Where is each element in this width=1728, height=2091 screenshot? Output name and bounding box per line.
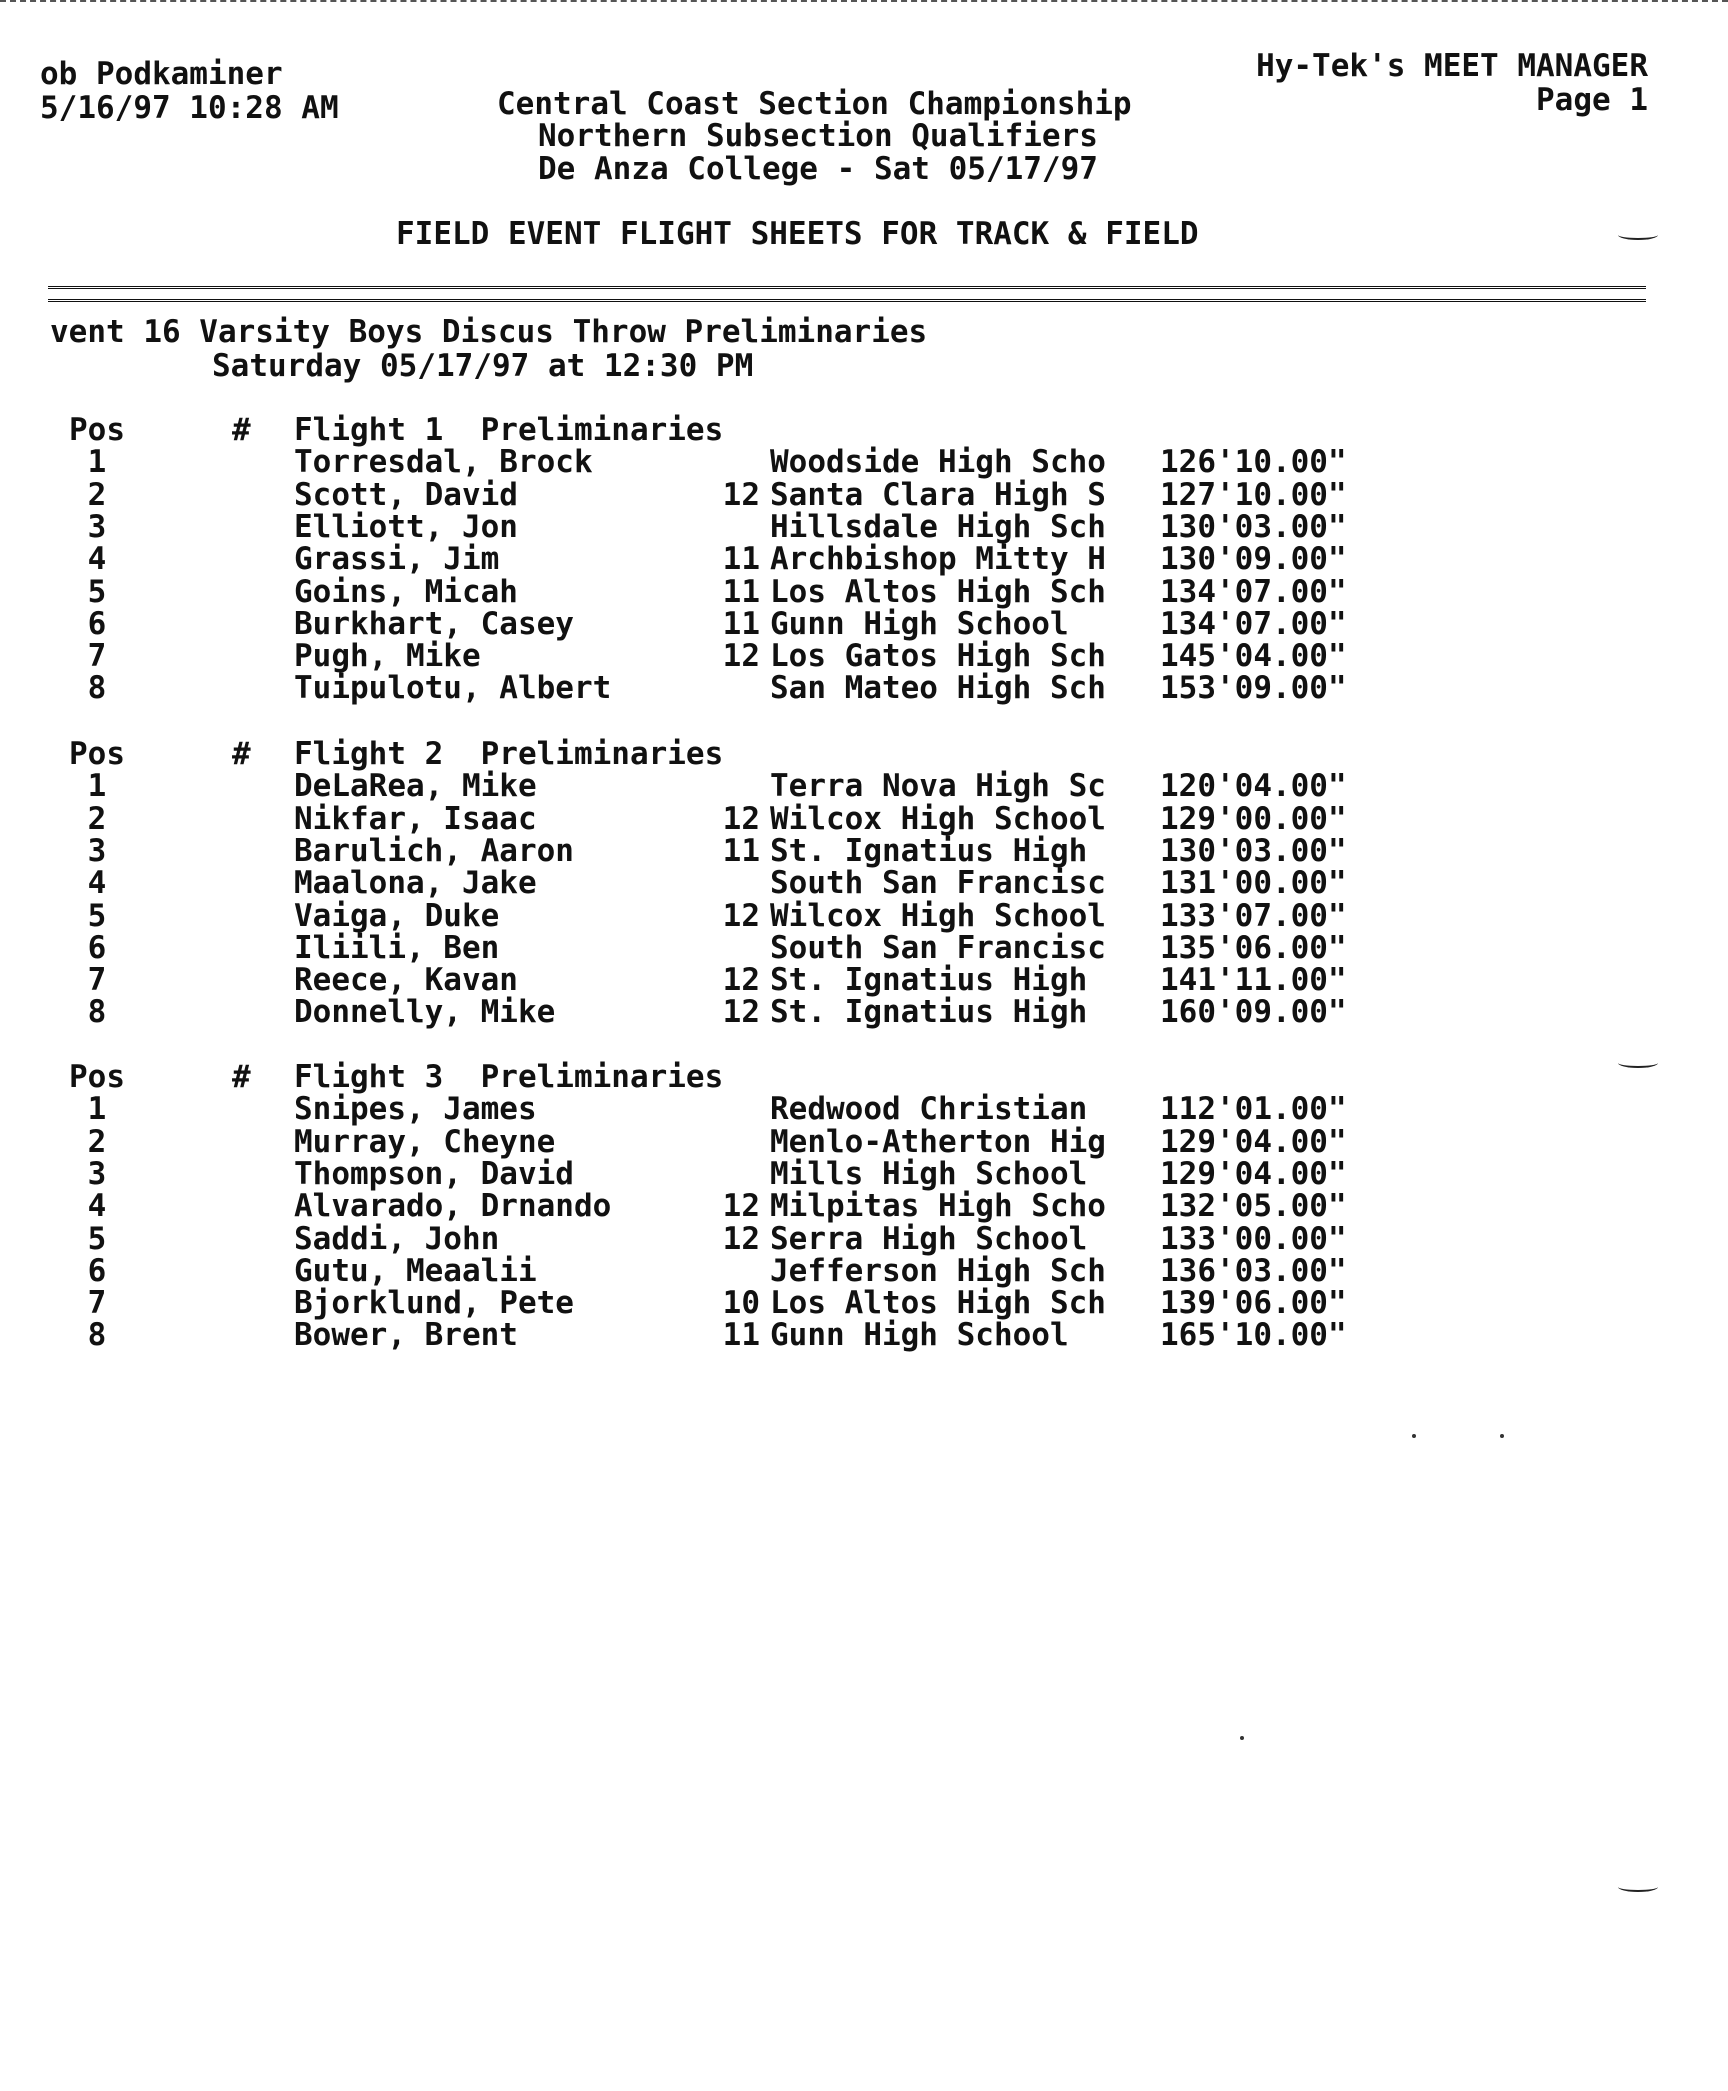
- entry-position: 1: [87, 1091, 107, 1128]
- entry-position: 2: [87, 800, 107, 837]
- athlete-school: Woodside High Scho: [770, 444, 1106, 481]
- seed-mark: 126'10.00": [1160, 444, 1347, 481]
- seed-mark: 129'04.00": [1160, 1155, 1347, 1192]
- entry-position: 3: [87, 1155, 107, 1192]
- athlete-name: Bower, Brent: [294, 1317, 518, 1354]
- scan-speck: [1412, 1434, 1416, 1438]
- athlete-year: 10: [722, 1285, 760, 1322]
- athlete-school: Milpitas High Scho: [770, 1188, 1106, 1225]
- athlete-school: St. Ignatius High: [770, 832, 1088, 869]
- athlete-school: Menlo-Atherton Hig: [770, 1123, 1106, 1160]
- athlete-school: Gunn High School: [770, 605, 1069, 642]
- entry-position: 7: [87, 1285, 107, 1322]
- seed-mark: 130'03.00": [1160, 832, 1347, 869]
- report-printed-time: 5/16/97 10:28 AM: [40, 90, 339, 126]
- athlete-year: 11: [722, 605, 760, 642]
- athlete-name: Bjorklund, Pete: [294, 1285, 574, 1322]
- athlete-school: St. Ignatius High: [770, 962, 1088, 999]
- athlete-year: 12: [722, 962, 760, 999]
- athlete-name: Reece, Kavan: [294, 962, 518, 999]
- flight-label: Flight 3 Preliminaries: [294, 1059, 724, 1095]
- athlete-school: Jefferson High Sch: [770, 1252, 1106, 1289]
- flight-label: Flight 1 Preliminaries: [294, 412, 724, 448]
- seed-mark: 134'07.00": [1160, 605, 1347, 642]
- entry-position: 7: [87, 638, 107, 675]
- event-schedule: Saturday 05/17/97 at 12:30 PM: [212, 348, 754, 384]
- entry-position: 6: [87, 1252, 107, 1289]
- meet-venue: De Anza College - Sat 05/17/97: [538, 151, 1098, 187]
- scan-speck: [1240, 1736, 1244, 1740]
- column-header-number: #: [232, 736, 251, 772]
- seed-mark: 132'05.00": [1160, 1188, 1347, 1225]
- athlete-name: Burkhart, Casey: [294, 605, 574, 642]
- athlete-name: Tuipulotu, Albert: [294, 670, 612, 707]
- seed-mark: 130'03.00": [1160, 508, 1347, 545]
- column-header-pos: Pos: [69, 736, 125, 772]
- scan-mark: [1618, 1058, 1658, 1068]
- page-number: Page 1: [1536, 82, 1648, 118]
- athlete-name: Gutu, Meaalii: [294, 1252, 537, 1289]
- athlete-name: Scott, David: [294, 476, 518, 513]
- sheet-title: FIELD EVENT FLIGHT SHEETS FOR TRACK & FIELD: [396, 216, 1199, 252]
- athlete-school: Serra High School: [770, 1220, 1088, 1257]
- athlete-name: Murray, Cheyne: [294, 1123, 556, 1160]
- entry-position: 3: [87, 508, 107, 545]
- athlete-year: 11: [722, 573, 760, 610]
- athlete-school: South San Francisc: [770, 865, 1106, 902]
- athlete-year: 11: [722, 832, 760, 869]
- athlete-school: Mills High School: [770, 1155, 1088, 1192]
- seed-mark: 120'04.00": [1160, 768, 1347, 805]
- column-header-pos: Pos: [69, 412, 125, 448]
- entry-position: 3: [87, 832, 107, 869]
- athlete-year: 12: [722, 476, 760, 513]
- entry-position: 1: [87, 444, 107, 481]
- entry-position: 2: [87, 476, 107, 513]
- entry-position: 5: [87, 573, 107, 610]
- athlete-name: Torresdal, Brock: [294, 444, 593, 481]
- athlete-year: 12: [722, 638, 760, 675]
- software-name: Hy-Tek's MEET MANAGER: [1256, 48, 1648, 84]
- seed-mark: 129'04.00": [1160, 1123, 1347, 1160]
- seed-mark: 112'01.00": [1160, 1091, 1347, 1128]
- entry-position: 1: [87, 768, 107, 805]
- seed-mark: 129'00.00": [1160, 800, 1347, 837]
- athlete-name: Maalona, Jake: [294, 865, 537, 902]
- athlete-name: Elliott, Jon: [294, 508, 518, 545]
- athlete-year: 12: [722, 1188, 760, 1225]
- seed-mark: 139'06.00": [1160, 1285, 1347, 1322]
- entry-position: 2: [87, 1123, 107, 1160]
- athlete-school: Los Altos High Sch: [770, 573, 1106, 610]
- athlete-name: Snipes, James: [294, 1091, 537, 1128]
- athlete-school: St. Ignatius High: [770, 994, 1088, 1031]
- seed-mark: 131'00.00": [1160, 865, 1347, 902]
- seed-mark: 145'04.00": [1160, 638, 1347, 675]
- entry-position: 4: [87, 865, 107, 902]
- entry-position: 5: [87, 1220, 107, 1257]
- meet-subtitle: Northern Subsection Qualifiers: [538, 118, 1098, 154]
- seed-mark: 160'09.00": [1160, 994, 1347, 1031]
- seed-mark: 165'10.00": [1160, 1317, 1347, 1354]
- athlete-school: Los Gatos High Sch: [770, 638, 1106, 675]
- entry-position: 4: [87, 1188, 107, 1225]
- double-rule-divider: [48, 286, 1646, 302]
- athlete-school: Redwood Christian: [770, 1091, 1088, 1128]
- athlete-school: Wilcox High School: [770, 800, 1106, 837]
- athlete-school: San Mateo High Sch: [770, 670, 1106, 707]
- athlete-school: Archbishop Mitty H: [770, 541, 1106, 578]
- athlete-school: Wilcox High School: [770, 897, 1106, 934]
- seed-mark: 134'07.00": [1160, 573, 1347, 610]
- seed-mark: 141'11.00": [1160, 962, 1347, 999]
- athlete-name: Donnelly, Mike: [294, 994, 556, 1031]
- athlete-year: 12: [722, 897, 760, 934]
- column-header-pos: Pos: [69, 1059, 125, 1095]
- entry-position: 8: [87, 1317, 107, 1354]
- seed-mark: 136'03.00": [1160, 1252, 1347, 1289]
- athlete-year: 12: [722, 994, 760, 1031]
- meet-title: Central Coast Section Championship: [497, 86, 1132, 122]
- entry-position: 8: [87, 670, 107, 707]
- athlete-name: Pugh, Mike: [294, 638, 481, 675]
- athlete-school: Los Altos High Sch: [770, 1285, 1106, 1322]
- athlete-school: Hillsdale High Sch: [770, 508, 1106, 545]
- entry-position: 5: [87, 897, 107, 934]
- athlete-name: Vaiga, Duke: [294, 897, 500, 934]
- report-user: ob Podkaminer: [40, 56, 283, 92]
- scan-edge: [0, 0, 1728, 4]
- athlete-year: 11: [722, 541, 760, 578]
- athlete-name: Alvarado, Drnando: [294, 1188, 612, 1225]
- entry-position: 7: [87, 962, 107, 999]
- seed-mark: 135'06.00": [1160, 929, 1347, 966]
- scan-mark: [1618, 230, 1658, 240]
- entry-position: 8: [87, 994, 107, 1031]
- athlete-name: Thompson, David: [294, 1155, 574, 1192]
- column-header-number: #: [232, 412, 251, 448]
- event-title: vent 16 Varsity Boys Discus Throw Preliminaries: [50, 314, 928, 350]
- athlete-name: Barulich, Aaron: [294, 832, 574, 869]
- seed-mark: 133'07.00": [1160, 897, 1347, 934]
- seed-mark: 130'09.00": [1160, 541, 1347, 578]
- flight-label: Flight 2 Preliminaries: [294, 736, 724, 772]
- entry-position: 6: [87, 929, 107, 966]
- entry-position: 4: [87, 541, 107, 578]
- seed-mark: 133'00.00": [1160, 1220, 1347, 1257]
- athlete-name: Goins, Micah: [294, 573, 518, 610]
- seed-mark: 127'10.00": [1160, 476, 1347, 513]
- athlete-school: Terra Nova High Sc: [770, 768, 1106, 805]
- athlete-year: 12: [722, 1220, 760, 1257]
- athlete-school: Gunn High School: [770, 1317, 1069, 1354]
- athlete-year: 11: [722, 1317, 760, 1354]
- athlete-name: Nikfar, Isaac: [294, 800, 537, 837]
- scan-mark: [1618, 1882, 1658, 1892]
- entry-position: 6: [87, 605, 107, 642]
- athlete-name: Saddi, John: [294, 1220, 500, 1257]
- athlete-year: 12: [722, 800, 760, 837]
- athlete-name: Grassi, Jim: [294, 541, 500, 578]
- scan-speck: [1500, 1434, 1504, 1438]
- seed-mark: 153'09.00": [1160, 670, 1347, 707]
- athlete-name: DeLaRea, Mike: [294, 768, 537, 805]
- athlete-school: South San Francisc: [770, 929, 1106, 966]
- athlete-school: Santa Clara High S: [770, 476, 1106, 513]
- column-header-number: #: [232, 1059, 251, 1095]
- athlete-name: Iliili, Ben: [294, 929, 500, 966]
